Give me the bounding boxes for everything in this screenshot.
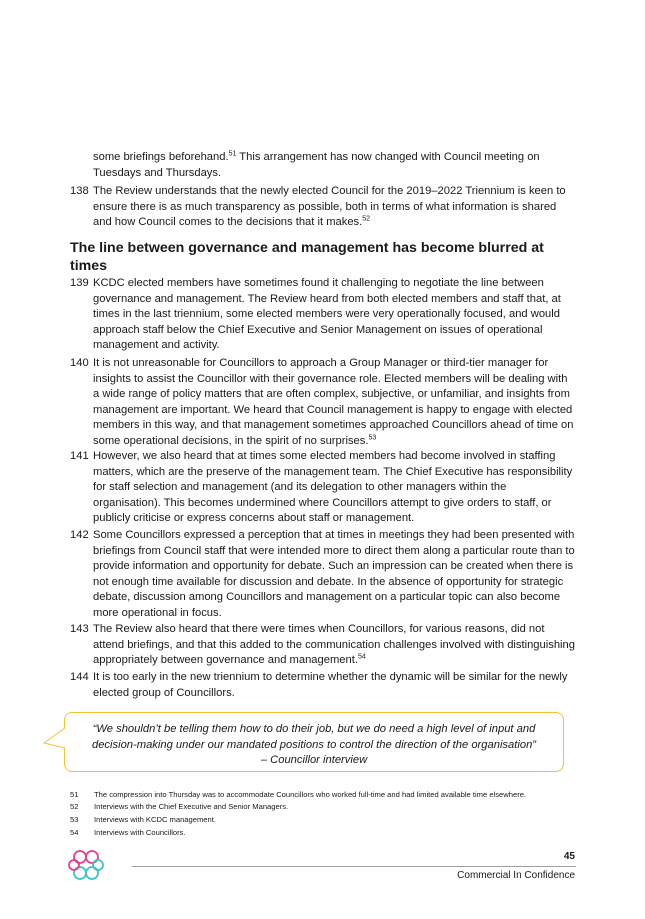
section-heading: The line between governance and management has become blurred at times xyxy=(70,240,544,274)
paragraph-number: 139 xyxy=(70,277,89,289)
paragraph-138 xyxy=(70,184,575,231)
paragraph-number: 141 xyxy=(70,450,89,462)
paragraph-text: However, we also heard that at times some elected members had become involved in staffing matters, which are the preserve of the management team. The Chief Executive has responsibility for staff selection and management (and its delegation to other managers within the organisation). This becomes undermined where Councillors attempt to give orders to staff, or publicly criticise or express concerns about staff or management. xyxy=(93,450,573,525)
footnote-ref[interactable]: 51 xyxy=(228,150,237,158)
footnote-ref[interactable]: 54 xyxy=(357,653,366,661)
paragraph-text: The Review understands that the newly elected Council for the 2019–2022 Triennium is keen to ensure there is as much transparency as possible, both in terms of what information is shared and how Council comes to the decisions that it makes. xyxy=(93,185,566,229)
quote-callout xyxy=(64,712,564,772)
paragraph-text: It is not unreasonable for Councillors to approach a Group Manager or third-tier manager for insights to assist the Councillor with their governance role. Elected members will be dealing with a wide range of policy matters that are often complex, subjective, or unfamiliar, and insights from management are important. We heard that Council management is happy to engage with elected members in this way, and that management sometimes approached Councillors ahead of time on some operational decisions, in the spirit of no surprises. xyxy=(93,357,574,447)
footnote-number: 52 xyxy=(70,802,79,811)
footnote-number: 53 xyxy=(70,815,79,824)
paragraph-text: some briefings beforehand. xyxy=(93,151,229,163)
footnote-53 xyxy=(70,815,575,825)
paragraph-142 xyxy=(70,528,575,622)
paragraph-number: 138 xyxy=(70,185,89,197)
paragraph-text: This arrangement has now changed with Council meeting on Tuesdays and Thursdays. xyxy=(93,151,540,179)
speech-bubble-tail-icon xyxy=(42,728,66,750)
footer-divider xyxy=(132,866,576,867)
paragraph-text: It is too early in the new triennium to determine whether the dynamic will be similar for the newly elected group of Councillors. xyxy=(93,671,568,699)
paragraph-139 xyxy=(70,276,575,354)
paragraph-141 xyxy=(70,449,575,527)
footnote-text: Interviews with Councillors. xyxy=(94,828,186,837)
paragraph-number: 140 xyxy=(70,357,89,369)
paragraph-text: KCDC elected members have sometimes found it challenging to negotiate the line between governance and management. The Review heard from both elected members and staff that, at times in the last triennium, some elected members were very operationally focused, and would approach staff below the Chief Executive and Senior Management on issues of operational management and activity. xyxy=(93,277,561,352)
paragraph-text: The Review also heard that there were times when Councillors, for various reasons, did not attend briefings, and that this added to the communication challenges involved with distinguishing appropriately between governance and management. xyxy=(93,623,575,667)
paragraph-140 xyxy=(70,356,575,450)
footnote-54 xyxy=(70,828,575,838)
footnote-52 xyxy=(70,802,575,812)
footnote-number: 51 xyxy=(70,790,79,799)
logo-icon xyxy=(68,848,104,882)
footnote-text: The compression into Thursday was to accommodate Councillors who worked full-time and had limited available time elsewhere. xyxy=(94,790,527,799)
paragraph-number: 142 xyxy=(70,529,89,541)
paragraph-144 xyxy=(70,670,575,701)
quote-attribution: – Councillor interview xyxy=(260,754,368,767)
paragraph-143 xyxy=(70,622,575,669)
footnote-text: Interviews with KCDC management. xyxy=(94,815,216,824)
paragraph-number: 143 xyxy=(70,623,89,635)
paragraph-continuation xyxy=(70,150,575,181)
confidentiality-label: Commercial In Confidence xyxy=(457,870,575,881)
quote-text: “We shouldn’t be telling them how to do their job, but we do need a high level of input and decision-making under our mandated positions to control the direction of the organisation” xyxy=(91,723,537,751)
footnote-number: 54 xyxy=(70,828,79,837)
footnote-51 xyxy=(70,790,575,800)
paragraph-text: Some Councillors expressed a perception that at times in meetings they had been presented with briefings from Council staff that were intended more to direct them along a particular route than to provide information and opportunity for debate. Such an impression can be created when there is not enough time available for discussion and debate. In the absence of opportunity for strategic debate, discussion among Councillors and management on a particular topic can also become more operational in focus. xyxy=(93,529,575,619)
footnote-ref[interactable]: 53 xyxy=(368,434,377,442)
paragraph-number: 144 xyxy=(70,671,89,683)
footnote-text: Interviews with the Chief Executive and Senior Managers. xyxy=(94,802,289,811)
page-number: 45 xyxy=(563,851,575,862)
footnote-ref[interactable]: 52 xyxy=(362,215,371,223)
